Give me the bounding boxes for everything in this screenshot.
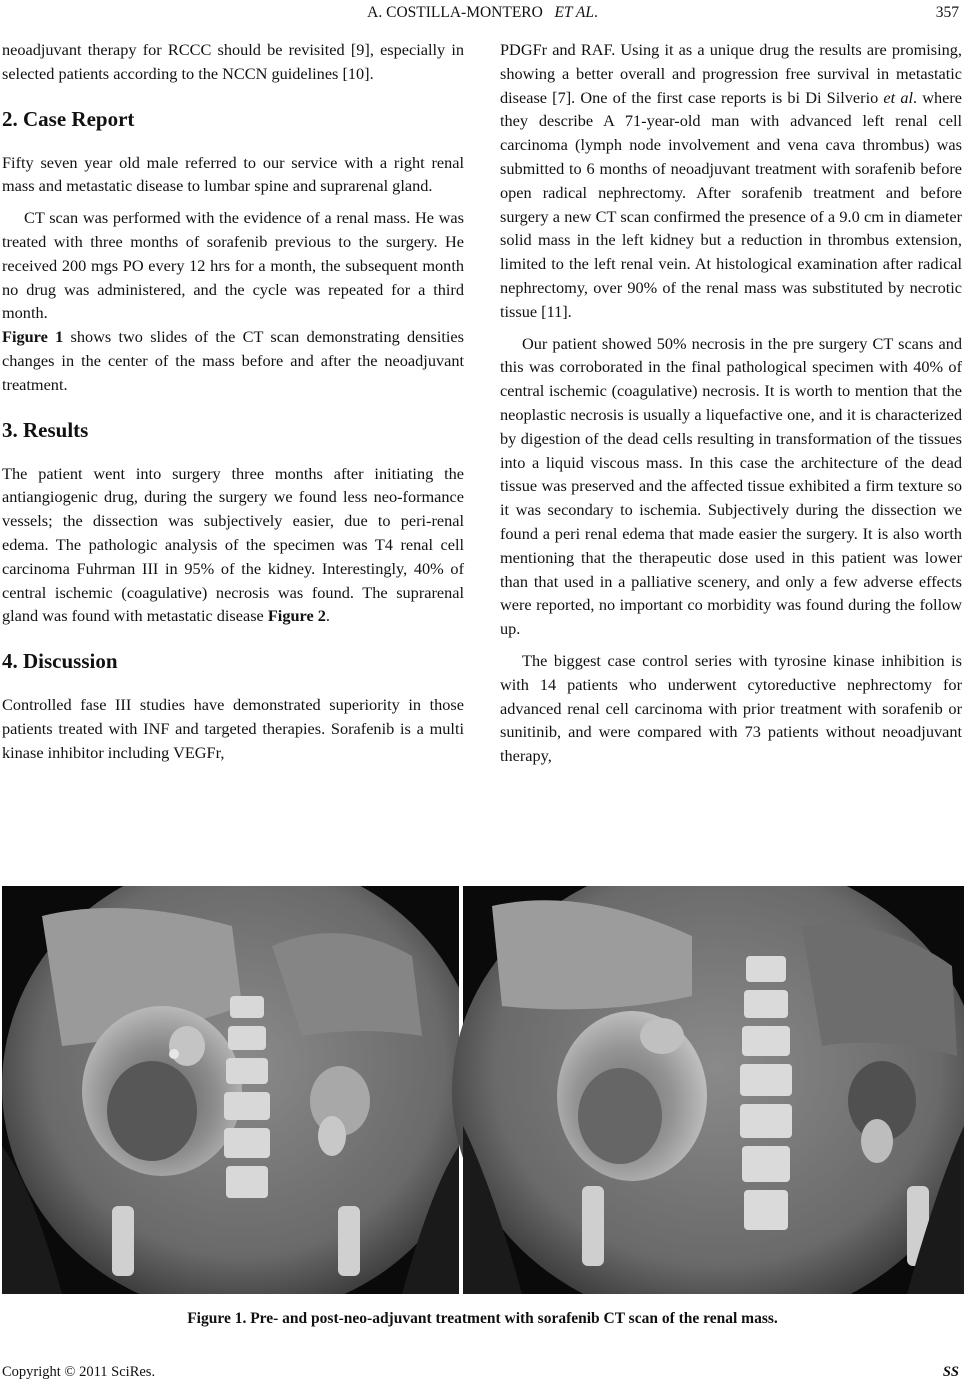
results-heading: 3. Results [2, 417, 89, 442]
left-column [2, 38, 464, 765]
copyright-notice: Copyright © 2011 SciRes. [2, 1364, 156, 1380]
figure-2-reference[interactable]: Figure 2 [267, 606, 326, 626]
discussion-paragraph: Controlled fase III studies have demonstrated superiority in those patients treated with INF and targeted therapies. Sorafenib is a multi kinase inhibitor including VEGFr, [2, 695, 464, 762]
post-treatment-ct-panel [452, 886, 964, 1294]
right-column [500, 38, 962, 768]
case-report-heading: 2. Case Report [2, 106, 135, 131]
ct-scan-image [2, 886, 964, 1294]
case-paragraph-1: Fifty seven year old male referred to our service with a right renal mass and metastatic disease to lumbar spine and suprarenal gland. [2, 152, 464, 196]
right-paragraph-2: Our patient showed 50% necrosis in the pre surgery CT scans and this was corroborated in the final pathological specimen with 40% of central ischemic (coagulative) necrosis. It is worth to mention that the neoplastic necrosis is usually a liquefactive one, and it is characterized by digestion of the dead cells resulting in transformation of the tissues into a liquid viscous mass. In this case the architecture of the dead tissue was preserved and the affected tissue exhibited a firm texture so it was secondary to ischemia. Subjectively during the dissection we found a peri renal edema that made easier the surgery. It is also worth mentioning that the therapeutic dose used in this patient was lower than that used in a palliative scenery, and only a few adverse effects were reported, no important co morbidity was found during the follow up. [500, 333, 962, 639]
pre-treatment-ct-panel [2, 886, 482, 1294]
case-paragraph-3: Figure 1 shows two slides of the CT scan demonstrating densities changes in the center of the mass before and after the neoadjuvant treatment. [2, 327, 464, 394]
intro-paragraph: neoadjuvant therapy for RCCC should be revisited [9], especially in selected patients according to the NCCN guidelines [10]. [2, 40, 464, 83]
running-head-etal: ET AL [554, 4, 594, 21]
ct-scan-figure [2, 886, 964, 1294]
et-al-italic: et al [883, 87, 913, 107]
right-paragraph-1: PDGFr and RAF. Using it as a unique drug the results are promising, showing a better overall and progression free survival in metastatic disease [7]. One of the first case reports is bi Di Silverio et al. where they describe A 71-year-old man with advanced left renal cell carcinoma (lymph node involvement and vena cava thrombus) was submitted to 6 months of neoadjuvant treatment with sorafenib before open radical nephrectomy. After sorafenib treatment and before surgery a new CT scan confirmed the presence of a 9.0 cm in diameter solid mass in the left kidney but a reduction in thrombus extension, limited to the left renal vein. At histological examination after radical nephrectomy, over 90% of the renal mass was substituted by necrotic tissue [11]. [500, 40, 962, 321]
journal-abbreviation: SS [942, 1364, 959, 1380]
case-paragraph-2: CT scan was performed with the evidence of a renal mass. He was treated with three months of sorafenib previous to the surgery. He received 200 mgs PO every 12 hrs for a month, the subsequent month no drug was administered, and the cycle was repeated for a third month. [2, 208, 464, 323]
results-paragraph: The patient went into surgery three months after initiating the antiangiogenic drug, during the surgery we found less neo-formance vessels; the dissection was subjectively easier, due to peri-renal edema. The pathologic analysis of the specimen was T4 renal cell carcinoma Fuhrman III in 95% of the kidney. Interestingly, 40% of central ischemic (coagulative) necrosis was found. The suprarenal gland was found with metastatic disease Figure 2. [2, 463, 464, 626]
figure-caption: Figure 1. Pre- and post-neo-adjuvant treatment with sorafenib CT scan of the renal mass. [187, 1310, 778, 1327]
page-number: 357 [935, 4, 959, 21]
discussion-heading: 4. Discussion [2, 649, 118, 674]
running-head: A. COSTILLA-MONTERO ET AL. [367, 4, 598, 21]
right-paragraph-3: The biggest case control series with tyrosine kinase inhibition is with 14 patients who underwent cytoreductive nephrectomy for advanced renal cell carcinoma with prior treatment with sorafenib or sunitinib, and were compared with 73 patients without neoadjuvant therapy, [500, 650, 962, 766]
page-header [0, 4, 965, 26]
figure-1-reference[interactable]: Figure 1 [2, 327, 64, 347]
